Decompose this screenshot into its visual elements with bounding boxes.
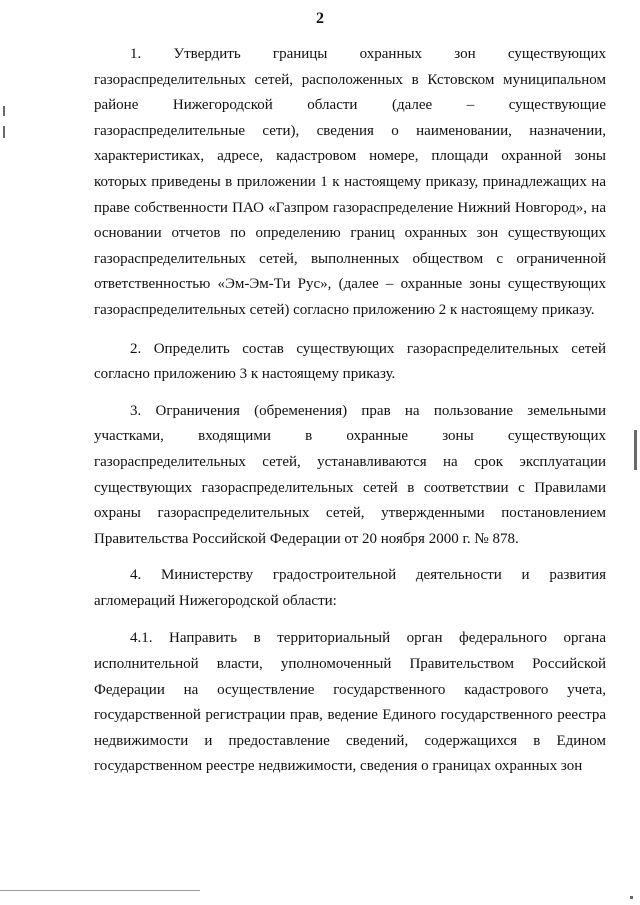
paragraph-4-1: 4.1. Направить в территориальный орган федерального органа исполнительной власти, уполномоченный Правительством Российской Федерации на осуществление государственного кадастрового учета, государственной регистрации прав, ведение Единого государственного реестра недвижимости и предоставление сведений, содержащихся в Едином государственном реестре недвижимости, сведения о границах охранных зон <box>94 630 606 775</box>
scan-artifact-mark <box>634 430 637 470</box>
paragraph-4: 4. Министерству градостроительной деятельности и развития агломераций Нижегородской области: <box>94 567 606 609</box>
scan-artifact-mark <box>3 106 5 116</box>
document-body <box>94 42 606 780</box>
scan-artifact-line <box>0 890 200 891</box>
paragraph-3: 3. Ограничения (обременения) прав на пользование земельными участками, входящими в охранные зоны существующих газораспределительных сетей, устанавливаются на срок эксплуатации существующих газораспределительных сетей в соответствии с Правилами охраны газораспределительных сетей, утвержденными постановлением Правительства Российской Федерации от 20 ноября 2000 г. № 878. <box>94 402 606 547</box>
scan-artifact-mark <box>3 126 5 138</box>
paragraph-2: 2. Определить состав существующих газораспределительных сетей согласно приложению 3 к настоящему приказу. <box>94 340 606 383</box>
page-number: 2 <box>316 10 324 27</box>
scan-artifact-dot <box>630 896 633 899</box>
paragraph-1: 1. Утвердить границы охранных зон существующих газораспределительных сетей, расположенных в Кстовском муниципальном районе Нижегородской области (далее – существующие газораспределительные сети), сведения о наименовании, назначении, характеристиках, адресе, кадастровом номере, площади охранной зоны которых приведены в приложении 1 к настоящему приказу, принадлежащих на праве собственности ПАО «Газпром газораспределение Нижний Новгород», на основании отчетов по определению границ охранных зон существующих газораспределительных сетей, выполненных обществом с ограниченной ответственностью «Эм-Эм-Ти Рус», (далее – охранные зоны существующих газораспределительных сетей) согласно приложению 2 к настоящему приказу. <box>94 46 606 318</box>
